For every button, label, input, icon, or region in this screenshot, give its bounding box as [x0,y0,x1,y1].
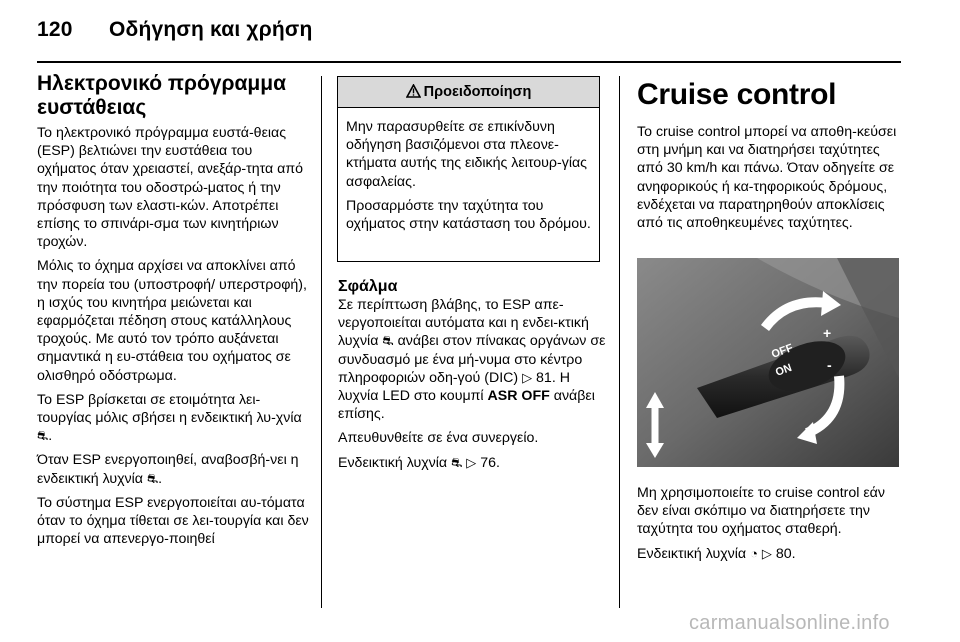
reference-arrow-icon: ▷ [466,454,477,470]
esp-warning-icon: ⛐ [382,333,394,349]
cruise-control-icon: ◔ [750,545,758,561]
warning-header [338,77,599,108]
lever-label-on: ON [773,361,794,379]
lever-label-minus: - [827,357,832,373]
esp-warning-icon: ⛐ [451,454,463,470]
page-header [37,18,313,42]
right-column-lower [637,484,905,569]
fault-paragraph-2: Απευθυνθείτε σε ένα συνεργείο. [338,430,539,447]
left-column [37,72,313,554]
column-divider-2 [619,76,620,608]
cruise-p3-text: Ενδεικτική λυχνία [637,545,747,562]
warning-box [337,76,600,262]
esp-heading-line2: ευστάθειας [37,96,147,119]
cruise-paragraph-1: Το cruise control μπορεί να αποθη-κεύσει στη μνήμη και να διατηρήσει ταχύτητες από 30 km/h και πάνω. Όταν οδηγείτε σε ανηφορικούς ή κα-τηφορικούς δρόμους, ενδέχεται να παρατηρηθούν αποκλίσεις από τις αποθηκευμένες ταχύτητες. [637,124,897,232]
reference-arrow-icon: ▷ [761,545,772,561]
cruise-control-heading: Cruise control [637,78,837,111]
fault-p3-text: Ενδεικτική λυχνία [338,454,448,471]
page-number: 120 [37,18,73,41]
watermark: carmanualsonline.info [689,612,890,634]
fault-p3-reference: 76. [480,454,500,471]
reference-arrow-icon: ▷ [522,369,533,385]
warning-body [338,108,599,233]
lever-label-plus: + [823,325,832,341]
asr-off-button-label: ASR OFF [487,388,550,405]
fault-paragraph-1 [338,296,606,423]
esp-paragraph-4: Όταν ESP ενεργοποιηθεί, αναβοσβή-νει η ενδεικτική λυχνία ⛐. [37,452,299,487]
header-rule [37,61,901,63]
warning-title: Προειδοποίηση [423,84,532,100]
cruise-paragraph-3 [637,545,905,563]
cruise-control-lever-photo [637,258,899,467]
fault-heading: Σφάλμα [338,278,398,295]
esp-paragraph-2: Μόλις το όχημα αρχίσει να αποκλίνει από την πορεία του (υποστροφή/ υπερστροφή), η ισχύς του κινητήρα μειώνεται και εφαρμόζεται πέδηση στους κατάλληλους τροχούς. Με αυτό τον τρόπο αυξάνεται σημαντικά η ευ-στάθεια του οχήματος σε ολισθηρό οδόστρωμα. [37,258,307,384]
page-title: Οδήγηση και χρήση [109,18,313,41]
fault-text-c: ανάβει επίσης. [338,388,595,423]
middle-column [338,278,606,478]
right-column [637,78,905,238]
fault-paragraph-3 [338,454,606,472]
esp-paragraph-5: Το σύστημα ESP ενεργοποιείται αυ-τόματα όταν το όχημα τίθεται σε λει-τουργία και δεν μπορεί να απενεργο-ποιηθεί [37,494,309,548]
esp-heading-line1: Ηλεκτρονικό πρόγραμμα [37,72,286,95]
fault-reference: 81. Η λυχνία LED στο κουμπί [338,369,570,405]
warning-paragraph-2: Προσαρμόστε την ταχύτητα του οχήματος στην κατάσταση του δρόμου. [346,197,591,233]
esp-warning-icon: ⛐ [37,428,49,444]
cruise-paragraph-2: Μη χρησιμοποιείτε το cruise control εάν δεν είναι σκόπιμο να διατηρήσετε την ταχύτητα του οχήματος σταθερή. [637,485,885,538]
esp-paragraph-3: Το ESP βρίσκεται σε ετοιμότητα λει-τουργίας μόλις σβήσει η ενδεικτική λυ-χνία ⛐. [37,391,302,445]
esp-paragraph-3-text: Το ESP βρίσκεται σε ετοιμότητα λει-τουργίας μόλις σβήσει η ενδεικτική λυ-χνία [37,391,302,427]
warning-paragraph-1: Μην παρασυρθείτε σε επικίνδυνη οδήγηση βασιζόμενοι στα πλεονε-κτήματα αυτής της ειδικής λειτουρ-γίας ασφαλείας. [346,119,588,190]
esp-heading [37,72,313,120]
fault-text-b: ανάβει στον πίνακας οργάνων σε συνδυασμό με ένα μή-νυμα στο κέντρο πληροφοριών οδη-γού (DIC) [338,333,606,386]
warning-triangle-icon [406,84,421,98]
esp-paragraph-4-text: Όταν ESP ενεργοποιηθεί, αναβοσβή-νει η ενδεικτική λυχνία [37,452,299,487]
esp-warning-icon: ⛐ [146,470,159,486]
fault-text-a: Σε περίπτωση βλάβης, το ESP απε-νεργοποιείται αυτόματα και η ενδει-κτική λυχνία [338,297,589,350]
column-divider-1 [321,76,322,608]
lever-label-off: OFF [769,342,795,361]
esp-paragraph-1: Το ηλεκτρονικό πρόγραμμα ευστά-θειας (ESP) βελτιώνει την ευστάθεια του οχήματος όταν χρειαστεί, ανεξάρ-τητα από την ποιότητα του οδοστρώ-ματος ή την πρόσφυση των ελαστι-κών. Αποτρέπει επίσης το σπινάρι-σμα των κινητήριων τροχών. [37,125,304,251]
cruise-p3-reference: 80. [775,545,796,562]
